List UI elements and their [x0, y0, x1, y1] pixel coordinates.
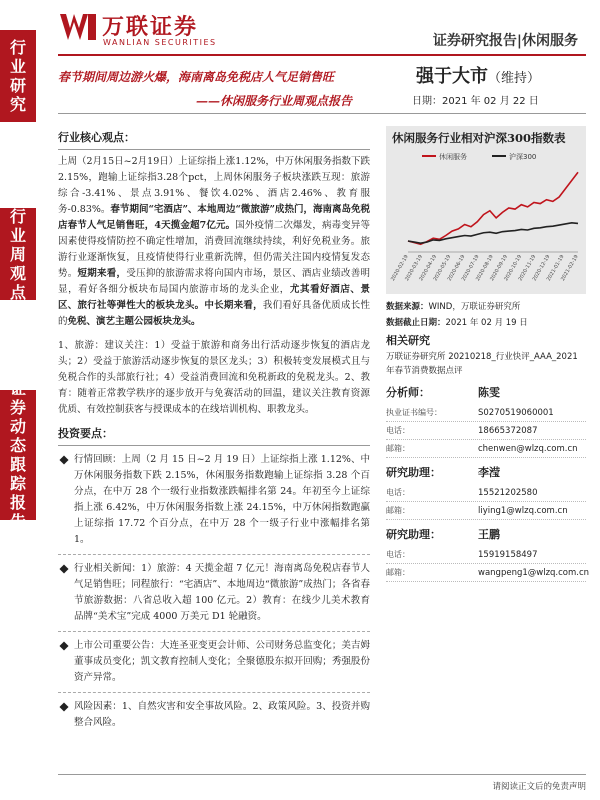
analyst-email — [386, 440, 586, 458]
phone-value: 15521202580 — [478, 488, 538, 498]
x-tick-label: 2020-04-19 — [418, 254, 439, 283]
cutoff-label: 数据截止日期： — [386, 318, 446, 328]
header-divider — [58, 54, 586, 56]
sidebar-char: 业 — [9, 57, 26, 76]
market-review-item: 行情回顾：上周（2 月 15 日~2 月 19 日）上证综指上涨 1.12%、中万休闲服务指数下跌 2.15%，休闲服务指数跑输上证综指 3.28 个百分点，在中万 28 个一级行业指数涨跌幅排名第 24。年初至今上证综指上涨 6.42%，中万休闲服务指数上涨 24.15%，中万休闲指数跑赢上证综指 17.72 个百分点，在中万 28 个一级子行业中涨幅排名第 1。 — [58, 452, 370, 548]
core-view-heading: 行业核心观点： — [58, 131, 135, 144]
x-tick-label: 2020-03-19 — [404, 254, 424, 283]
core-bold-1: 春节期间“宅酒店”、本地周边“微旅游”成热门，海南离岛免税店春节人气足销售旺，4天揽金超7亿元。 — [58, 204, 371, 231]
core-text-3: 受压抑的旅游需求将向国内市场，景区、酒店业绩改善明显，看好各细分板块布局国内旅游市场的龙头企业， — [58, 268, 370, 295]
email-value: wangpeng1@wlzq.com.cn — [478, 568, 590, 578]
related-research-text: 万联证券研究所 20210218_行业快评_AAA_2021 年春节消费数据点评 — [386, 352, 578, 376]
report-subtitle: ——休闲服务行业周观点报告 — [196, 94, 353, 108]
assistant2-role: 研究助理： — [386, 528, 441, 541]
sidebar-char: 跟 — [9, 455, 26, 474]
assistant1-name: 李滢 — [478, 466, 500, 479]
risk-item: 风险因素：1、自然灾害和安全事故风险。2、政策风险。3、投资并购整合风险。 — [58, 699, 370, 731]
cutoff-value: 2021 年 02 月 19 日 — [445, 318, 528, 328]
page-header — [0, 0, 600, 58]
analyst-role: 分析师： — [386, 386, 430, 399]
travel-education-paragraph: 1、旅游：建议关注：1）受益于旅游和商务出行活动逐步恢复的酒店龙头；2）受益于旅游活动逐步恢复的景区龙头；3）积极转变发展模式且与免税合作的头部旅行社；4）受益消费回流和免税新政的免税龙头。2、教育：随着正常教学秩序的逐步放开与免赛活动的回温，建议关注教育资源优质、有效控制获客与授课成本的在线培训机构、职教龙头。 — [58, 340, 370, 415]
x-tick-label: 2020-11-19 — [517, 254, 538, 283]
x-tick-label: 2020-08-19 — [475, 254, 495, 283]
company-news-item: 上市公司重要公告：大连圣亚变更会计师、公司财务总监变化；美吉姆董事成员变化；凯文教育控制人变化；全聚德股东拟开回购；秀强股份资产异常。 — [58, 638, 370, 686]
phone-label: 电话： — [386, 426, 410, 435]
x-tick-label: 2021-01-19 — [545, 254, 566, 283]
sidebar-char: 告 — [9, 512, 26, 531]
core-text-4: 我们看好具备优质成长性的 — [58, 300, 370, 327]
sidebar-char: 动 — [9, 417, 26, 436]
core-text-2: 国外疫情二次爆发，病毒变异等因素使得疫情防控不确定性增加，消费回流继续持续，利好免税业务。旅游行业逐渐恢复，且疫情使得行业重新洗牌，但仍需关注国内疫情复发态势。 — [58, 220, 370, 279]
dashed-divider — [58, 554, 370, 555]
assistant2-name: 王鹏 — [478, 528, 500, 541]
assistant2-email — [386, 564, 590, 582]
sidebar-char: 券 — [9, 398, 26, 417]
sidebar-tag-weekly-view — [0, 208, 36, 300]
sidebar-char: 行 — [9, 206, 26, 226]
core-bold-2: 短期来看， — [77, 268, 127, 279]
report-date: 日期：2021 年 02 月 22 日 — [412, 96, 539, 107]
report-title: 春节期间周边游火爆，海南离岛免税店人气足销售旺 — [58, 70, 335, 84]
title-divider — [58, 113, 586, 114]
disclaimer-note: 请阅读正文后的免责声明 — [492, 782, 586, 792]
sidebar-char: 踪 — [9, 474, 26, 493]
related-research-panel — [386, 334, 590, 582]
industry-news-item: 行业相关新闻：1）旅游：4 天揽金超 7 亿元！海南离岛免税店春节人气足销售旺；同程旅行：“宅酒店”、本地周边“微旅游”成热门；各省春节旅游数据：八省总收入超 100 亿元。2）教育：在线少儿美术教育品牌“美术宝”完成 4000 万美元 D1 轮融资。 — [58, 561, 370, 625]
dashed-divider — [58, 631, 370, 632]
email-value: liying1@wlzq.com.cn — [478, 506, 568, 516]
legend-label: 沪深300 — [509, 153, 537, 161]
footer-divider — [58, 774, 586, 775]
core-bold-3: 尤其看好酒店、景区、旅行社等弹性大的板块龙头。中长期来看， — [58, 284, 370, 311]
sidebar-char: 证 — [9, 379, 26, 398]
investment-points-heading: 投资要点： — [58, 427, 113, 440]
sidebar-char: 研 — [9, 76, 26, 95]
core-text-1: 上周（2月15日~2月19日）上证综指上涨1.12%，中万休闲服务指数下跌2.15%，跑输上证综指3.28个pct，上周休闲服务子板块涨跌互现：旅游综合-3.41%、景点3.91%、餐饮4.02%、酒店2.46%、教育服务-0.83%。 — [58, 156, 370, 215]
data-cutoff — [386, 316, 528, 328]
report-type: 证券研究报告|休闲服务 — [432, 33, 578, 49]
assistant1-email — [386, 502, 586, 520]
sidebar-char: 点 — [9, 282, 26, 302]
x-tick-label: 2020-06-19 — [446, 254, 467, 283]
email-label: 邮箱： — [386, 444, 410, 453]
sidebar-char: 行 — [9, 38, 26, 57]
phone-value: 15919158497 — [478, 550, 538, 560]
email-value: chenwen@wlzq.com.cn — [478, 444, 578, 454]
x-tick-label: 2020-05-19 — [432, 254, 453, 283]
core-view-paragraph — [58, 154, 370, 330]
sidebar-char: 态 — [9, 436, 26, 455]
x-tick-label: 2020-10-19 — [503, 254, 524, 283]
assistant1-row — [386, 462, 586, 484]
core-bold-4: 免税、演艺主题公园板块龙头。 — [67, 316, 201, 327]
sidebar-tag-industry-research — [0, 30, 36, 122]
wanlian-logo-icon — [58, 10, 98, 44]
rating-main: 强于大市 — [416, 66, 488, 87]
phone-label: 电话： — [386, 488, 410, 497]
x-tick-label: 2020-02-19 — [390, 254, 410, 283]
analyst-cert — [386, 404, 586, 422]
section-divider — [58, 445, 370, 446]
x-tick-label: 2020-07-19 — [460, 254, 481, 283]
sidebar-char: 业 — [9, 225, 26, 245]
rating-sub: （维持） — [488, 71, 541, 86]
related-research-heading: 相关研究 — [386, 334, 430, 347]
sidebar-char: 究 — [9, 95, 26, 114]
analyst-row — [386, 382, 586, 404]
rating — [416, 62, 540, 88]
legend-label: 休闲服务 — [439, 153, 467, 161]
main-content — [58, 130, 370, 731]
assistant1-phone — [386, 484, 586, 502]
source-label: 数据来源： — [386, 302, 429, 312]
chart-title: 休闲服务行业相对沪深300指数表 — [392, 131, 566, 145]
index-comparison-chart — [386, 148, 586, 294]
phone-label: 电话： — [386, 550, 410, 559]
analyst-phone — [386, 422, 586, 440]
x-tick-label: 2020-12-19 — [531, 254, 552, 283]
assistant1-role: 研究助理： — [386, 466, 441, 479]
assistant2-row — [386, 524, 586, 546]
dashed-divider — [58, 692, 370, 693]
source-value: WIND，万联证券研究所 — [428, 302, 521, 312]
sidebar-char: 观 — [9, 263, 26, 283]
sidebar-char: 报 — [9, 493, 26, 512]
section-divider — [58, 149, 370, 150]
x-tick-label: 2021-02-19 — [560, 254, 580, 283]
analyst-name: 陈雯 — [478, 386, 500, 399]
assistant2-phone — [386, 546, 586, 564]
cert-label: 执业证书编号： — [386, 408, 442, 417]
email-label: 邮箱： — [386, 568, 410, 577]
logo-english-name: WANLIAN SECURITIES — [103, 38, 217, 47]
sidebar-char: 周 — [9, 244, 26, 264]
cert-value: S0270519060001 — [478, 408, 554, 418]
sidebar-tag-dynamic-report — [0, 379, 36, 531]
series-line — [408, 223, 578, 243]
data-source — [386, 300, 520, 312]
logo-chinese-name: 万联证券 — [102, 15, 199, 40]
phone-value: 18665372087 — [478, 426, 538, 436]
x-tick-label: 2020-09-19 — [489, 254, 509, 283]
email-label: 邮箱： — [386, 506, 410, 515]
